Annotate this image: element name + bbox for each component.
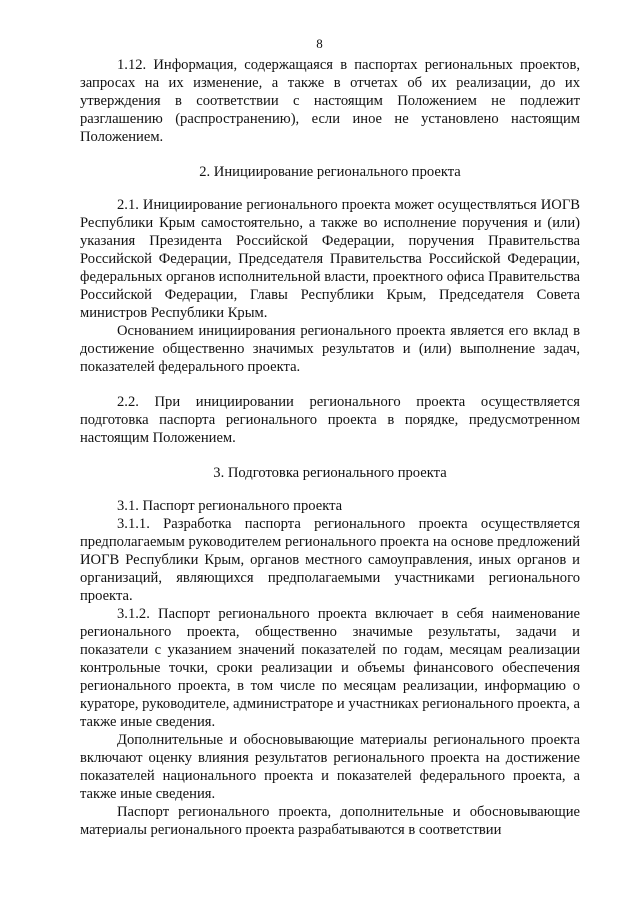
paragraph-2-2: 2.2. При инициировании регионального проекта осуществляется подготовка паспорта регионального проекта в порядке, предусмотренном настоящим Положением. (80, 394, 580, 446)
paragraph-2-1: 2.1. Инициирование регионального проекта может осуществляться ИОГВ Республики Крым самостоятельно, а также во исполнение поручения и (или) указания Президента Российской Федерации, поручения Правительства Российской Федерации, Председателя Правительства Российской Федерации, федеральных органов исполнительной власти, проектного офиса Правительства Российской Федерации, Главы Республики Крым, Председателя Совета министров Республики Крым. (80, 197, 580, 321)
document-body (80, 56, 580, 839)
paragraph-3-1-2: 3.1.2. Паспорт регионального проекта включает в себя наименование регионального проекта, общественно значимые результаты, задачи и показатели с указанием значений показателей по годам, месяцам реализации контрольные точки, сроки реализации и объемы финансового обеспечения регионального проекта, в том числе по месяцам реализации, информацию о кураторе, руководителе, администраторе и участниках регионального проекта, а также иные сведения. (80, 606, 580, 730)
paragraph-3-1-1: 3.1.1. Разработка паспорта регионального проекта осуществляется предполагаемым руководителем регионального проекта на основе предложений ИОГВ Республики Крым, органов местного самоуправления, иных органов и организаций, являющихся предполагаемыми участниками регионального проекта. (80, 516, 580, 604)
paragraph-1-12: 1.12. Информация, содержащаяся в паспортах региональных проектов, запросах на их изменение, а также в отчетах об их реализации, до их утверждения в соответствии с настоящим Положением не подлежит разглашению (распространению), если иное не установлено настоящим Положением. (80, 57, 580, 145)
section-heading-2: 2. Инициирование регионального проекта (199, 164, 461, 180)
section-heading-3: 3. Подготовка регионального проекта (213, 465, 447, 481)
paragraph-passport-development: Паспорт регионального проекта, дополнительные и обосновывающие материалы регионального проекта разрабатываются в соответствии (80, 804, 580, 838)
paragraph-3-1: 3.1. Паспорт регионального проекта (117, 498, 343, 514)
paragraph-additional-materials: Дополнительные и обосновывающие материалы регионального проекта включают оценку влияния результатов регионального проекта на достижение показателей национального проекта и показателей федерального проекта, а также иные сведения. (80, 732, 580, 802)
page-number: 8 (316, 36, 323, 51)
paragraph-2-1-basis: Основанием инициирования регионального проекта является его вклад в достижение общественно значимых результатов и (или) выполнение задач, показателей федерального проекта. (80, 323, 580, 375)
